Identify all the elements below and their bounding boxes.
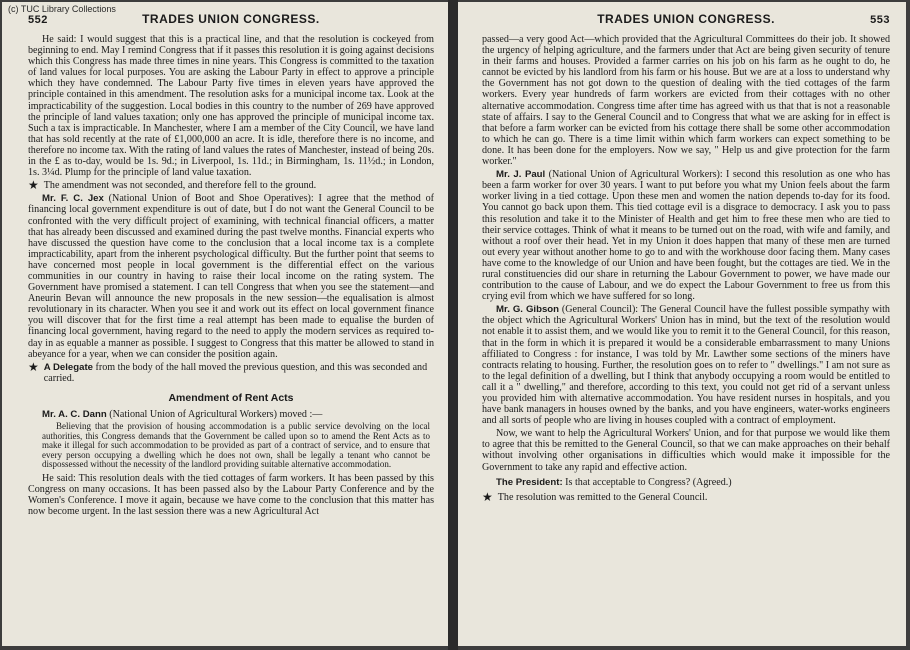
remitted-result xyxy=(482,489,890,504)
delegate-label: A Delegate xyxy=(43,361,93,373)
watermark: (c) TUC Library Collections xyxy=(8,4,116,14)
page-number: 552 xyxy=(28,14,48,26)
speaker-name: Mr. A. C. Dann xyxy=(42,408,107,420)
president-text: Is that acceptable to Congress? xyxy=(565,476,691,488)
resolution-text: Believing that the provision of housing accommodation is a public service devolving on the local authorities, this Congress demands that the Government be called upon so to amend the Rent Acts as to make it illegal for such accommodation to be provided as part of a contract of service, and to ensure that every person occupying a dwelling which he does not own, shall be legally a tenant who cannot be dispossessed without the necessity of the landlord providing suitable alternative accommodation. xyxy=(42,421,430,470)
amendment-result-text: The amendment was not seconded, and therefore fell to the ground. xyxy=(43,180,317,192)
section-heading: Amendment of Rent Acts xyxy=(168,391,294,404)
running-title: TRADES UNION CONGRESS. xyxy=(142,12,320,26)
speaker-name: Mr. J. Paul xyxy=(496,169,546,181)
delegate-text: from the body of the hall moved the previous question, and this was seconded and carried. xyxy=(43,361,428,384)
speaker-name: Mr. G. Gibson xyxy=(496,304,559,316)
right-page xyxy=(458,2,906,646)
star-icon: ★ xyxy=(28,359,39,374)
dann-text: (National Union of Agricultural Workers) moved :— xyxy=(109,408,323,420)
left-page-header xyxy=(28,12,434,26)
dann-paragraph xyxy=(28,409,434,420)
book-gutter xyxy=(448,0,458,650)
continuation-paragraph: passed—a very good Act—which provided that the Agricultural Committees do their job. It showed the urgency of helping agriculture, and the farmers under that Act are being given security of tenure in their farms and houses. Provided a farmer carries on his job on his farm as he ought to do, he cannot be evicted by his landlord from his farm or his house. But we are at a loss to understand why the Government has not got down to the question of dealing with the tied cottages of the farm workers. Every year hundreds of farm workers are evicted from their cottages with no other alternative accommodation. Congress time after time has agreed with us that that is not a reasonable state of affairs. I say to the General Council and to Congress that what we are asking for in effect is that before a farm worker can be evicted from his cottage there shall be some other accommodation to which he can go. There is a time limit within which farm workers can expect something to be done. It has been done for the employers. Now we say, " Help us and give protection for the farm worker." xyxy=(482,34,890,168)
remitted-text: The resolution was remitted to the General Council. xyxy=(497,491,708,503)
jex-paragraph xyxy=(28,193,434,359)
gibson-paragraph-2: Now, we want to help the Agricultural Workers' Union, and for that purpose we would like them to agree that this be remitted to the General Council, so that we can make approaches on their behalf without involving other organisations in difficulties which would make it impossible for the Government to take any rapid and effective action. xyxy=(482,428,890,473)
delegate-motion xyxy=(28,359,434,384)
right-page-header xyxy=(482,12,890,26)
speaker-name: Mr. F. C. Jex xyxy=(42,193,104,205)
speaker-name: The President: xyxy=(496,476,563,488)
left-page xyxy=(2,2,448,646)
gibson-paragraph xyxy=(482,304,890,426)
star-icon: ★ xyxy=(482,489,493,504)
dann-speech: He said: This resolution deals with the tied cottages of farm workers. It has been passed by this Congress on many occasions. It has been passed also by the Labour Party Conference and by the Women's Conference. I move it again, because we have come to the conclusion that this matter has now become urgent. In the last session there was a new Agricultural Act xyxy=(28,472,434,518)
running-title: TRADES UNION CONGRESS. xyxy=(597,12,775,26)
jex-text: (National Union of Boot and Shoe Operatives): I agree that the method of financing local government expenditure is out of date, but I do not want the General Council to be confronted with the very difficult project of examining, with technical financial officers, a matter that has already been discussed and examined during the past twelve months. Financial experts who have discussed the question have come to the conclusion that a local income tax is a complete impracticability, apart from the inherent psychological difficulty. But the further point that seems to have concerned most people in local government is the differential effect on the various communities in our country in having to raise their local income on the rating system. The Government have promised a statement. I can tell Congress that when you see the statement—and Aneurin Bevan will announce the new proposals in the new session—the equalisation is almost revolutionary in its character. When you see it and work out its effect on local government finance you will discover that for the first time a real attempt has been made to equalise the burden of financing local government, having regard to the need to apply the modern services as required to-day in as equable a manner as possible. I suggest to Congress that this matter be allowed to stand in abeyance for a year, when we can consider the position again. xyxy=(28,193,434,360)
paul-paragraph xyxy=(482,169,890,302)
star-icon: ★ xyxy=(28,178,39,193)
agreed-text: (Agreed.) xyxy=(692,476,732,488)
paul-text: (National Union of Agricultural Workers): I second this resolution as one who has been a farm worker for over 30 years. I want to put before you what my Union feels about the farm worker living in a tied cottage. Upon these men and women the nation depends to-day for its food. You cannot go back upon them. This tied cottage evil is a disgrace to democracy. I ask you to pass this resolution and take it to the Minister of Health and get him to free these men who are tied to their service cottages. Think of what it means to be turned out on the road, with wife and family, and without a roof over their head. Yet in my Union it does happen that many of these men are turned out every year without another home to go to and with the workhouse door facing them. Many cases have come to the knowledge of our Union and have been fought, but the cottages are tied. We in the rural constituencies did our share in returning the Labour Government to power, we have made our contribution to the cause of Labour, and we do expect the Labour Government to free us from this crying evil from which we have suffered for so long. xyxy=(482,169,891,303)
gibson-text: (General Council): The General Council have the fullest possible sympathy with the object which the Agricultural Workers' Union has in mind, but the text of the resolution would not enable it to assist them, and we would like you to remit it to the General Council, for this reason, that in the form in which it is prepared it would be a considerable embarrassment to many Unions affiliated to Congress : for instance, I was told by Mr. Lawther some sections of the miners have contracts relating to housing. Further, the resolution goes on to refer to " dwellings." I am not sure as to the legal definition of a dwelling, but I think that anybody occupying a room would be entitled to call it a " dwelling," and therefore, according to this text, you could not get rid of a servant unless you provided him with alternative accommodation. You have resident nurses in hospitals, and you have bank managers in houses owned by the banks, and you have engineers, water-works engineers and all sorts of people who are living in houses coupled with a contract of employment. xyxy=(482,304,890,427)
page-number: 553 xyxy=(870,14,890,26)
president-paragraph xyxy=(482,477,890,488)
amendment-result xyxy=(28,180,434,191)
speech-paragraph: He said: I would suggest that this is a practical line, and that the resolution is cockeyed from beginning to end. May I remind Congress that if it passes this resolution it is going against decisions which this Congress has made three times in nine years. This Congress is committed to the taxation of land values for local purposes. You are asking the Labour Party in effect to approve a principle which they have condemned. The Labour Party five times in eleven years have approved the principle contained in this amendment. The resolution asks for a municipal income tax. Look at the impracticability of the suggestion. Local bodies in this country to the number of 269 have approved the principle of land values taxation; only one has approved the principle of municipal income tax. Such a tax is impracticable. In Manchester, where I am a member of the City Council, we have land that has sold recently at the rate of £1,000,000 an acre. It is idle, therefore there is no income, and therefore no income tax. With the rating of land values the rates of Manchester, instead of being 20s. in the £ as to-day, would be 1s. 9d.; in Liverpool, 1s. 11d.; in Birmingham, 1s. 11½d.; in London, 1s. 3¼d. Plump for the principle of land value taxation. xyxy=(28,34,434,179)
